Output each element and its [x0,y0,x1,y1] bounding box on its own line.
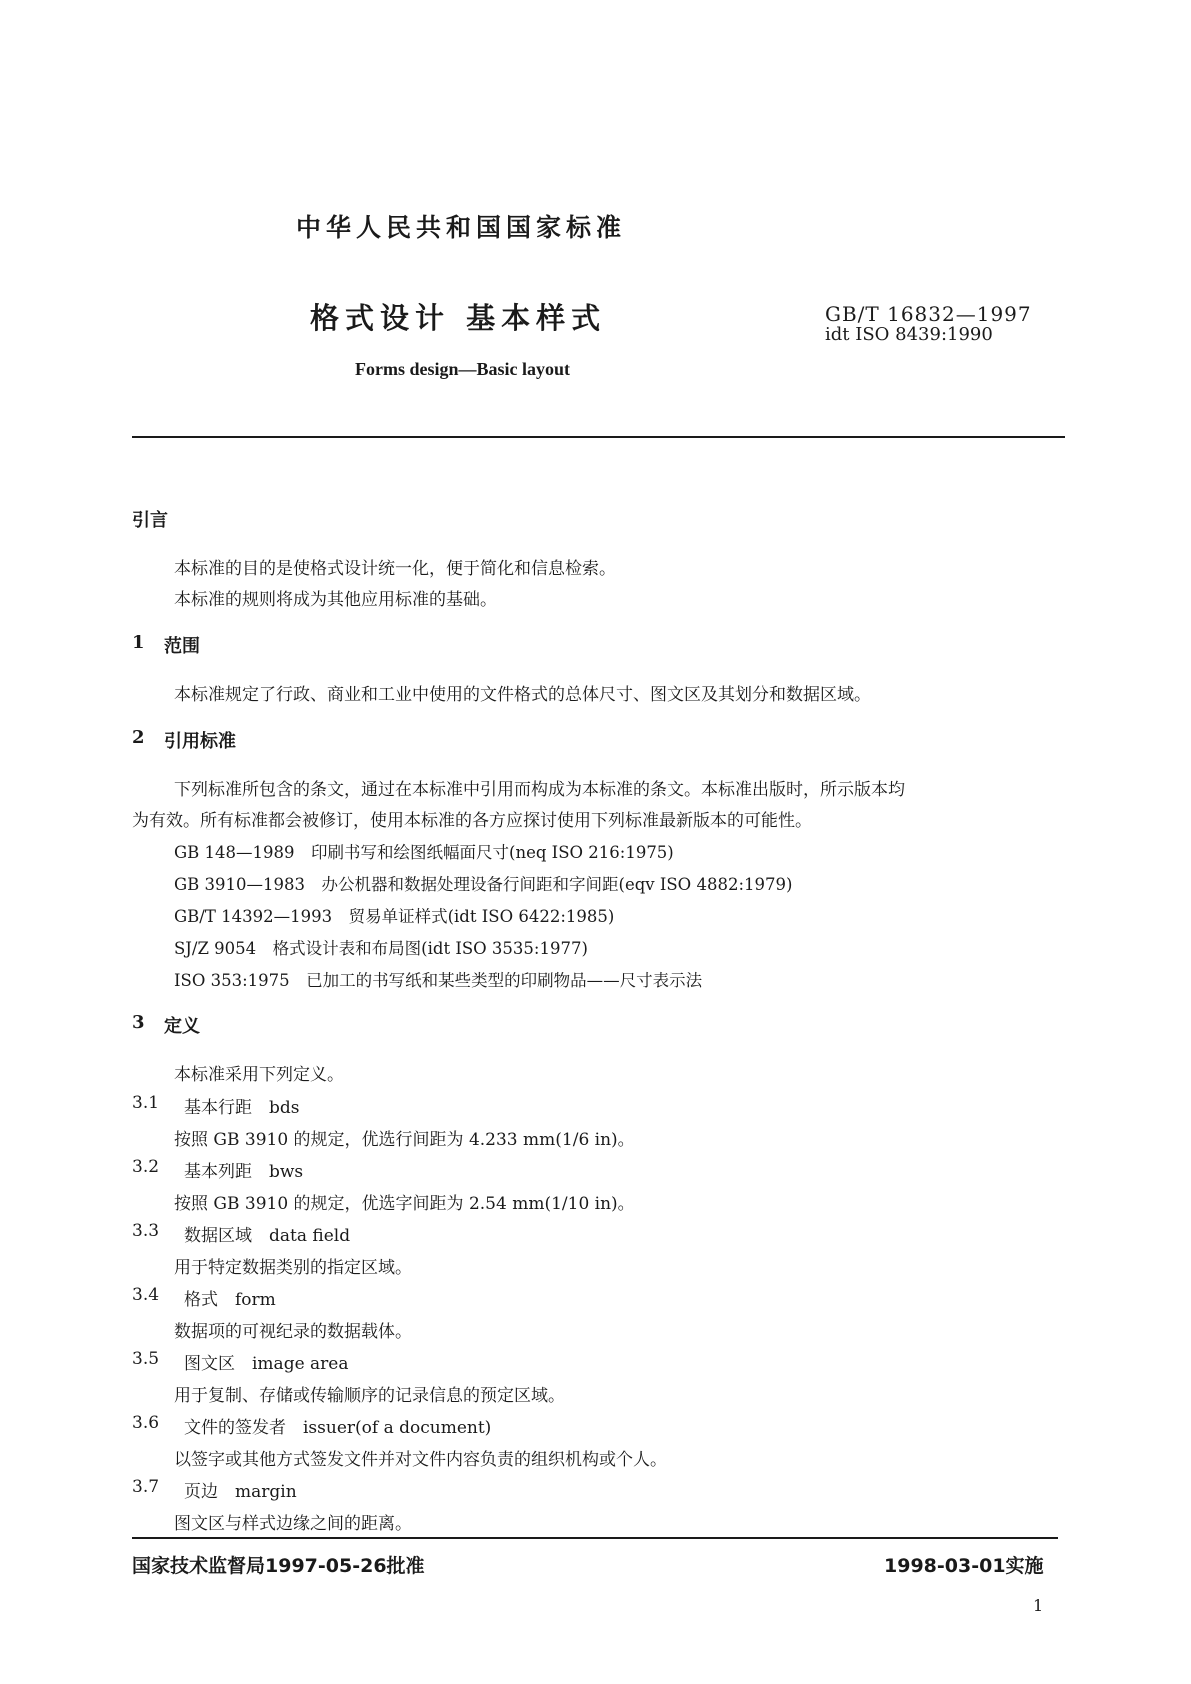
definition-description: 图文区与样式边缘之间的距离。 [174,1514,412,1534]
section-number: 3 [132,1012,145,1033]
standard-title-en: Forms design—Basic layout [355,359,571,379]
definition-description: 以签字或其他方式签发文件并对文件内容负责的组织机构或个人。 [174,1450,667,1470]
definition-description: 按照 GB 3910 的规定，优选行间距为 4.233 mm(1/6 in)。 [174,1130,635,1150]
scope-heading: 范围 [164,636,200,657]
definition-term: 基本列距 bws [184,1162,304,1182]
definition-number: 3.1 [132,1093,160,1113]
definition-term: 文件的签发者 issuer(of a document) [184,1418,492,1438]
definition-number: 3.6 [132,1413,160,1433]
reference-item: SJ/Z 9054 格式设计表和布局图(idt ISO 3535:1977) [174,939,588,958]
intro-paragraph-2: 本标准的规则将成为其他应用标准的基础。 [174,590,497,610]
definition-description: 用于复制、存储或传输顺序的记录信息的预定区域。 [174,1386,565,1406]
definition-number: 3.5 [132,1349,160,1369]
reference-item: GB 3910—1983 办公机器和数据处理设备行间距和字间距(eqv ISO 4882:1979) [174,875,793,894]
definitions-intro: 本标准采用下列定义。 [174,1065,344,1085]
footer-divider [132,1537,1058,1539]
section-number: 1 [132,632,145,653]
definition-term: 页边 margin [184,1482,297,1502]
standard-title-cn: 格式设计 基本样式 [310,301,607,335]
effective-date: 1998-03-01实施 [884,1555,1044,1577]
references-paragraph-line2: 为有效。所有标准都会被修订，使用本标准的各方应探讨使用下列标准最新版本的可能性。 [132,811,812,831]
national-standard-title: 中华人民共和国国家标准 [296,213,627,242]
definitions-heading: 定义 [164,1016,200,1037]
definition-number: 3.3 [132,1221,160,1241]
definition-term: 基本行距 bds [184,1098,300,1118]
reference-item: GB/T 14392—1993 贸易单证样式(idt ISO 6422:1985) [174,907,615,926]
intro-paragraph-1: 本标准的目的是使格式设计统一化，便于简化和信息检索。 [174,559,616,579]
approval-note: 国家技术监督局1997-05-26批准 [132,1555,425,1577]
references-heading: 引用标准 [164,731,236,752]
header-divider [132,436,1065,438]
definition-number: 3.7 [132,1477,160,1497]
references-paragraph-line1: 下列标准所包含的条文，通过在本标准中引用而构成为本标准的条文。本标准出版时，所示版本均 [174,780,905,800]
section-number: 2 [132,727,145,748]
definition-description: 按照 GB 3910 的规定，优选字间距为 2.54 mm(1/10 in)。 [174,1194,635,1214]
definition-term: 格式 form [184,1290,276,1310]
definition-number: 3.4 [132,1285,160,1305]
definition-term: 图文区 image area [184,1354,349,1374]
definition-description: 数据项的可视纪录的数据载体。 [174,1322,412,1342]
definition-number: 3.2 [132,1157,160,1177]
standard-code: GB/T 16832—1997 [825,302,1032,326]
definition-description: 用于特定数据类别的指定区域。 [174,1258,412,1278]
intro-heading: 引言 [132,510,168,531]
definition-term: 数据区域 data field [184,1226,351,1246]
scope-paragraph: 本标准规定了行政、商业和工业中使用的文件格式的总体尺寸、图文区及其划分和数据区域。 [174,685,871,705]
standard-idt: idt ISO 8439:1990 [825,324,993,345]
reference-item: ISO 353:1975 已加工的书写纸和某些类型的印刷物品——尺寸表示法 [174,971,703,990]
reference-item: GB 148—1989 印刷书写和绘图纸幅面尺寸(neq ISO 216:1975) [174,843,674,862]
page-number: 1 [1033,1596,1044,1615]
